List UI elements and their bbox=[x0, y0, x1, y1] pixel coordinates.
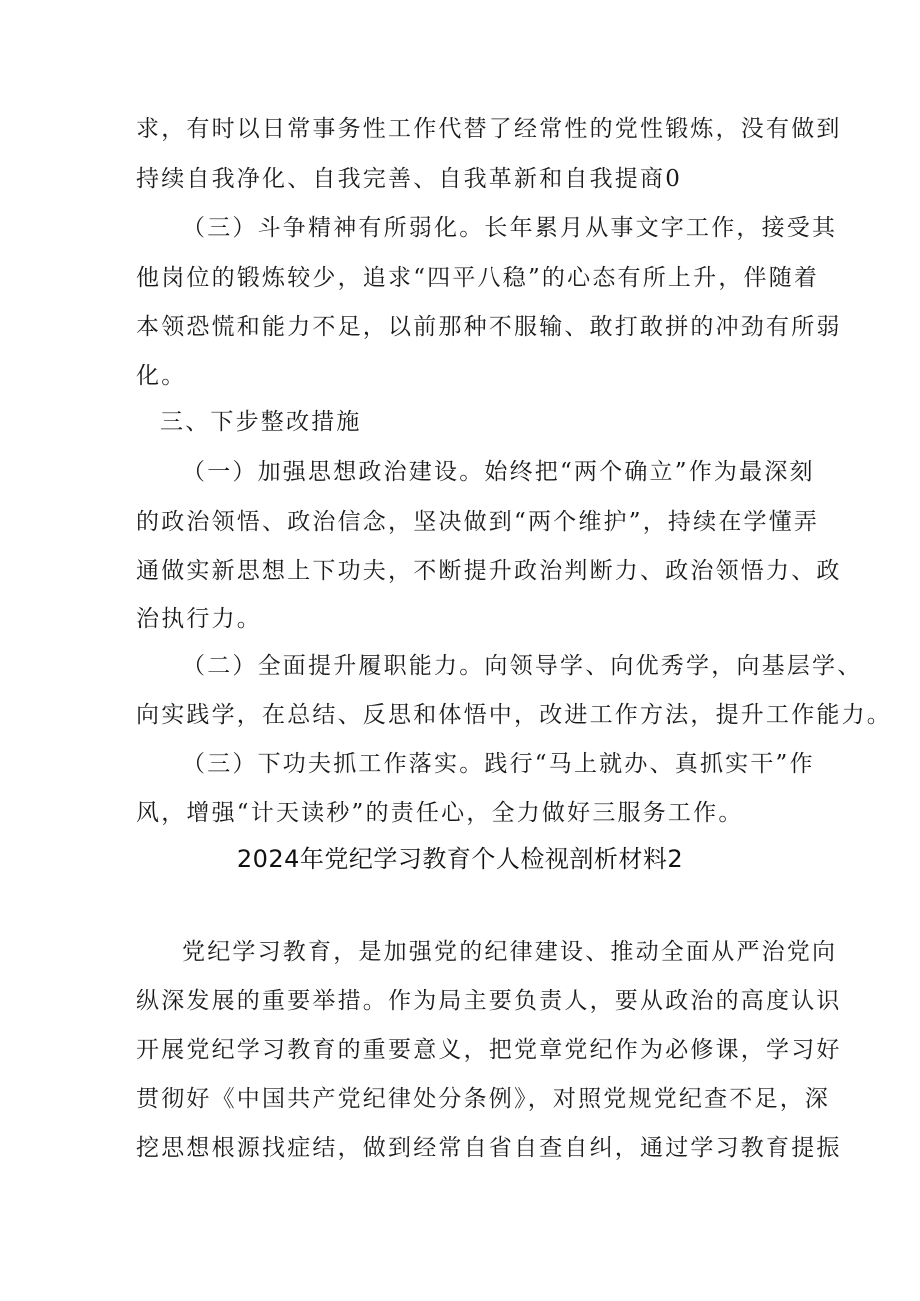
document-title: 2024年党纪学习教育个人检视剖析材料2 bbox=[236, 845, 684, 873]
paragraph-line: 持续自我净化、自我完善、自我革新和自我提商0 bbox=[136, 166, 683, 192]
paragraph-line: 通做实新思想上下功夫，不断提升政治判断力、政治领悟力、政 bbox=[136, 558, 842, 584]
paragraph-line: （二）全面提升履职能力。向领导学、向优秀学，向基层学、 bbox=[182, 653, 863, 679]
paragraph-line: 本领恐慌和能力不足，以前那种不服输、敢打敢拼的冲劲有所弱 bbox=[136, 314, 842, 340]
paragraph-line: 求，有时以日常事务性工作代替了经常性的党性锻炼，没有做到 bbox=[136, 116, 842, 142]
paragraph-line: 化。 bbox=[136, 363, 187, 389]
paragraph-line: 党纪学习教育，是加强党的纪律建设、推动全面从严治党向 bbox=[182, 939, 838, 965]
paragraph-line: （一）加强思想政治建设。始终把“两个确立”作为最深刻 bbox=[182, 459, 815, 485]
paragraph-line: 开展党纪学习教育的重要意义，把党章党纪作为必修课，学习好 bbox=[136, 1037, 842, 1063]
paragraph-line: 的政治领悟、政治信念，坚决做到“两个维护”，持续在学懂弄 bbox=[136, 509, 820, 535]
paragraph-line: 贯彻好《中国共产党纪律处分条例》，对照党规党纪查不足，深 bbox=[136, 1086, 831, 1112]
section-heading: 三、下步整改措施 bbox=[160, 409, 362, 435]
paragraph-line: 他岗位的锻炼较少，追求“四平八稳”的心态有所上升，伴随着 bbox=[136, 265, 820, 291]
paragraph-line: （三）斗争精神有所弱化。长年累月从事文字工作，接受其 bbox=[182, 215, 838, 241]
paragraph-line: 风，增强“计天读秒”的责任心，全力做好三服务工作。 bbox=[136, 800, 744, 826]
paragraph-line: 挖思想根源找症结，做到经常自省自查自纠，通过学习教育提振 bbox=[136, 1135, 842, 1161]
paragraph-line: 纵深发展的重要举措。作为局主要负责人，要从政治的高度认识 bbox=[136, 988, 842, 1014]
paragraph-line: 治执行力。 bbox=[136, 606, 262, 632]
paragraph-line: （三）下功夫抓工作落实。践行“马上就办、真抓实干”作 bbox=[182, 751, 815, 777]
paragraph-line: 向实践学，在总结、反思和体悟中，改进工作方法，提升工作能力。 bbox=[136, 702, 892, 728]
